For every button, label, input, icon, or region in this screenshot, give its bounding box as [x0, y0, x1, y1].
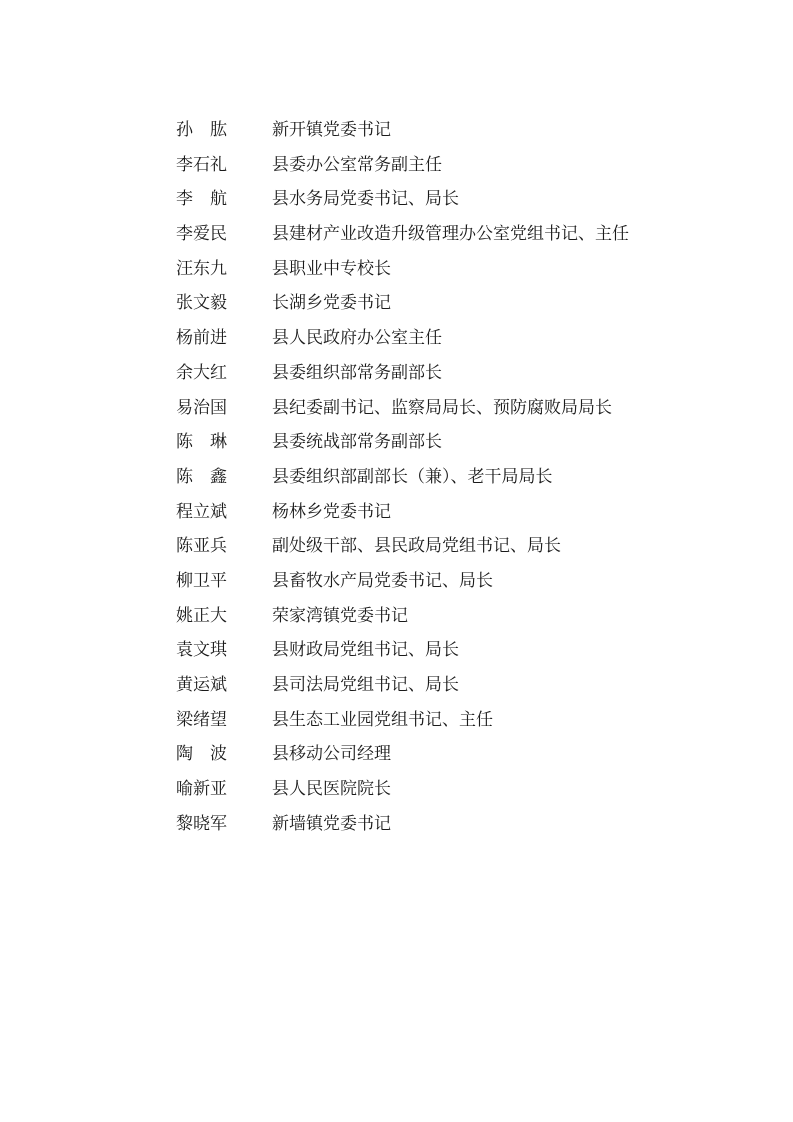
list-item	[176, 425, 736, 460]
person-name: 袁文琪	[176, 640, 227, 661]
person-title: 县畜牧水产局党委书记、局长	[272, 570, 493, 591]
person-title: 县职业中专校长	[272, 258, 391, 279]
list-item	[176, 148, 736, 183]
list-item	[176, 356, 736, 391]
list-item	[176, 495, 736, 530]
list-item	[176, 564, 736, 599]
person-name: 陈 琳	[176, 432, 227, 453]
list-item	[176, 391, 736, 426]
list-item	[176, 529, 736, 564]
list-item	[176, 703, 736, 738]
list-item	[176, 772, 736, 807]
person-title: 县移动公司经理	[272, 744, 391, 765]
person-name: 汪东九	[176, 258, 227, 279]
list-item	[176, 737, 736, 772]
list-item	[176, 182, 736, 217]
person-title: 县司法局党组书记、局长	[272, 675, 459, 695]
person-name: 柳卫平	[176, 570, 227, 591]
person-name: 李石礼	[176, 154, 227, 175]
list-item	[176, 113, 736, 148]
person-name: 喻新亚	[176, 779, 227, 800]
list-item	[176, 321, 736, 356]
list-item	[176, 286, 736, 321]
person-title: 长湖乡党委书记	[272, 293, 391, 314]
person-name: 杨前进	[176, 328, 227, 349]
list-item	[176, 807, 736, 842]
person-name: 梁绪望	[176, 709, 227, 730]
person-name: 陈 鑫	[176, 466, 227, 487]
person-title: 县财政局党组书记、局长	[272, 640, 459, 661]
person-name: 李爱民	[176, 224, 227, 245]
list-item	[176, 217, 736, 252]
person-title: 荣家湾镇党委书记	[272, 605, 408, 626]
person-name: 程立斌	[176, 501, 227, 522]
person-name: 易治国	[176, 397, 227, 418]
person-title: 县委统战部常务副部长	[272, 432, 442, 453]
person-name: 张文毅	[176, 293, 227, 314]
person-title: 县生态工业园党组书记、主任	[272, 709, 493, 730]
person-title: 县建材产业改造升级管理办公室党组书记、主任	[272, 224, 629, 245]
list-item	[176, 460, 736, 495]
person-name: 余大红	[176, 362, 227, 383]
person-name: 黄运斌	[176, 675, 227, 695]
person-title: 县水务局党委书记、局长	[272, 189, 459, 210]
person-title: 县委办公室常务副主任	[272, 154, 442, 175]
person-title: 杨林乡党委书记	[272, 501, 391, 522]
list-item	[176, 599, 736, 634]
list-item	[176, 633, 736, 668]
person-title: 县纪委副书记、监察局局长、预防腐败局局长	[272, 397, 612, 418]
person-title: 新墙镇党委书记	[272, 813, 391, 834]
person-name: 李 航	[176, 189, 227, 210]
person-name: 孙 肱	[176, 120, 227, 140]
person-title: 副处级干部、县民政局党组书记、局长	[272, 536, 561, 557]
list-item	[176, 252, 736, 287]
person-name: 陶 波	[176, 744, 227, 765]
person-title: 新开镇党委书记	[272, 120, 391, 140]
person-name: 黎晓军	[176, 813, 227, 834]
person-name: 陈亚兵	[176, 536, 227, 557]
person-name: 姚正大	[176, 605, 227, 626]
person-title: 县委组织部副部长（兼）、老干局局长	[272, 466, 553, 487]
personnel-list	[176, 113, 736, 841]
person-title: 县人民医院院长	[272, 779, 391, 800]
person-title: 县人民政府办公室主任	[272, 328, 442, 349]
list-item	[176, 668, 736, 703]
person-title: 县委组织部常务副部长	[272, 362, 442, 383]
